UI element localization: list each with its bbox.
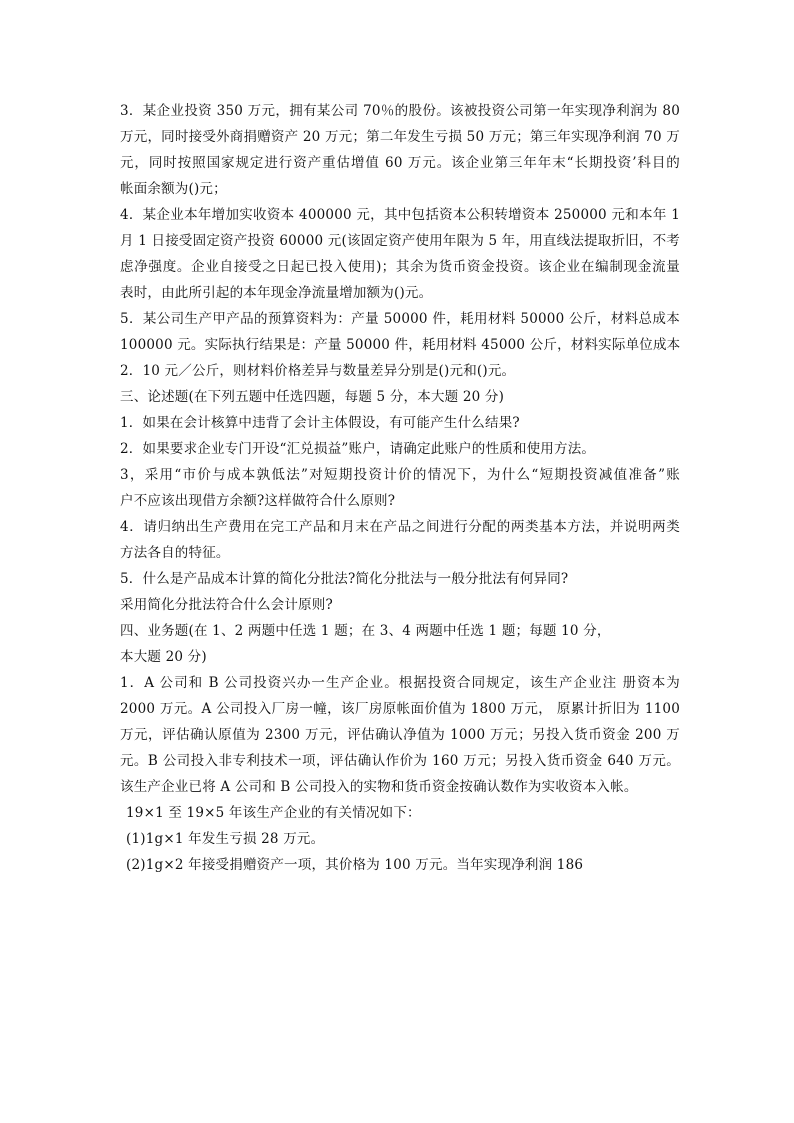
text-line: 1．如果在会计核算中违背了会计主体假设，有可能产生什么结果? (120, 415, 520, 431)
text-line: (1)1g×1 年发生亏损 28 万元。 (126, 831, 325, 847)
text-line: 该生产企业已将 A 公司和 B 公司投入的实物和货币资金按确认数作为实收资本入帐。 (120, 779, 638, 795)
section-heading: 本大题 20 分) (120, 649, 207, 665)
text-line: 户不应该出现借方余额?这样做符合什么原则? (120, 493, 396, 509)
text-line: 万元，同时接受外商捐赠资产 20 万元；第二年发生亏损 50 万元；第三年实现净利润 70 万 (120, 129, 680, 145)
text-line: 19×1 至 19×5 年该生产企业的有关情况如下： (126, 805, 421, 821)
text-line: 万元，评估确认原值为 2300 万元，评估确认净值为 1000 万元；另投入货币资金 200 万 (120, 727, 680, 743)
text-line: 元。B 公司投入非专利技术一项，评估确认作价为 160 万元；另投入货币资金 640 万元。 (120, 753, 680, 769)
text-line: 5．什么是产品成本计算的简化分批法?简化分批法与一般分批法有何异同? (120, 571, 569, 587)
text-line: 元，同时按照国家规定进行资产重估增值 60 万元。该企业第三年年末“长期投资’科目的 (120, 155, 680, 171)
text-line: 2．10 元／公斤，则材料价格差异与数量差异分别是()元和()元。 (120, 363, 516, 379)
text-line: 虑净强度。企业自接受之日起已投入使用)；其余为货币资金投资。该企业在编制现金流量 (120, 259, 680, 275)
text-line: 1．A 公司和 B 公司投资兴办一生产企业。根据投资合同规定，该生产企业注 册资本为 (120, 675, 680, 691)
text-line: 方法各自的特征。 (120, 545, 230, 561)
text-line: 表时，由此所引起的本年现金净流量增加额为()元。 (120, 285, 433, 301)
text-line: 5．某公司生产甲产品的预算资料为：产量 50000 件，耗用材料 50000 公斤，材料总成本 (120, 311, 680, 327)
text-line: 3．某企业投资 350 万元，拥有某公司 70％的股份。该被投资公司第一年实现净利润为 80 (120, 103, 680, 119)
text-line: (2)1g×2 年接受捐赠资产一项，其价格为 100 万元。当年实现净利润 186 (126, 857, 584, 873)
text-line: 100000 元。实际执行结果是：产量 50000 件，耗用材料 45000 公斤，材料实际单位成本 (120, 337, 681, 353)
text-line: 2．如果要求企业专门开设“汇兑损益”账户，请确定此账户的性质和使用方法。 (120, 441, 596, 457)
text-line: 3，采用“市价与成本孰低法”对短期投资计价的情况下，为什么“短期投资减值准备”账 (120, 467, 680, 483)
text-line: 采用简化分批法符合什么会计原则? (120, 597, 333, 613)
document-body (120, 98, 680, 878)
text-line: 4．请归纳出生产费用在完工产品和月末在产品之间进行分配的两类基本方法，并说明两类 (120, 519, 680, 535)
text-line: 月 1 日接受固定资产投资 60000 元(该固定资产使用年限为 5 年，用直线法提取折旧，不考 (120, 233, 680, 249)
text-line: 4．某企业本年增加实收资本 400000 元，其中包括资本公积转增资本 250000 元和本年 1 (120, 207, 680, 223)
section-heading: 四、业务题(在 1、2 两题中任选 1 题；在 3、4 两题中任选 1 题；每题 10 分， (120, 623, 611, 639)
section-heading: 三、论述题(在下列五题中任选四题，每题 5 分，本大题 20 分) (120, 389, 505, 405)
text-line: 2000 万元。A 公司投入厂房一幢，该厂房原帐面价值为 1800 万元， 原累计折旧为 1100 (120, 701, 680, 717)
text-line: 帐面余额为()元； (120, 181, 227, 197)
